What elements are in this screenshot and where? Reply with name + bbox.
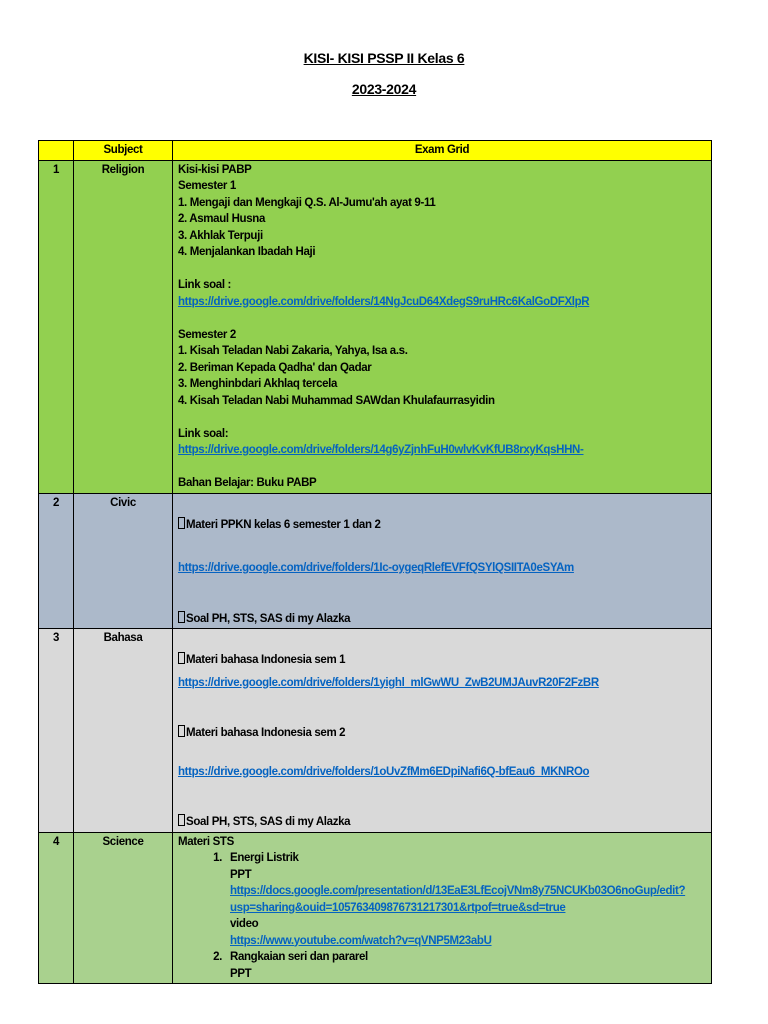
missing-glyph-icon: [178, 814, 185, 826]
bahasa-line1: Materi bahasa Indonesia sem 1: [186, 654, 346, 666]
row-exam-grid: [173, 629, 712, 833]
science-item2-ppt: PPT: [230, 967, 252, 980]
row-exam-grid: [173, 832, 712, 984]
list-item: 3. Akhlak Terpuji: [178, 229, 263, 242]
list-item: [178, 949, 706, 982]
science-item2-title: Rangkaian seri dan pararel: [230, 951, 368, 963]
row-number: 3: [39, 629, 74, 833]
header-subject: Subject: [74, 141, 173, 161]
list-item: 4. Kisah Teladan Nabi Muhammad SAWdan Khulafaurrasyidin: [178, 394, 495, 407]
header-no: [39, 141, 74, 161]
list-item: 2. Asmaul Husna: [178, 213, 265, 225]
civic-line2: Soal PH, STS, SAS di my Alazka: [186, 612, 351, 625]
table-row-bahasa: [39, 629, 712, 833]
religion-sem2-title: Semester 2: [178, 328, 236, 341]
list-item: 3. Menghinbdari Akhlaq tercela: [178, 378, 338, 390]
civic-link1[interactable]: https://drive.google.com/drive/folders/1Ic-oygeqRlefEVFfQSYlQSIITA0eSYAm: [178, 562, 574, 574]
bahasa-line2: Materi bahasa Indonesia sem 2: [186, 727, 346, 739]
missing-glyph-icon: [178, 725, 185, 737]
row-exam-grid: [173, 160, 712, 493]
science-item1-ppt: PPT: [230, 868, 252, 881]
science-item1-link[interactable]: https://docs.google.com/presentation/d/13EaE3LfEcojVNm8y75NCUKb03O6noGup/edit?: [230, 885, 686, 897]
table-row-civic: [39, 493, 712, 629]
religion-heading: Kisi-kisi PABP: [178, 163, 252, 176]
missing-glyph-icon: [178, 652, 185, 664]
religion-link2-label: Link soal:: [178, 427, 229, 440]
table-header-row: [39, 141, 712, 161]
list-item-number: 2.: [213, 951, 222, 963]
science-list: [178, 850, 706, 982]
missing-glyph-icon: [178, 611, 185, 623]
bahasa-link1[interactable]: https://drive.google.com/drive/folders/1yighl_mlGwWU_ZwB2UMJAuvR20F2FzBR: [178, 676, 599, 689]
row-subject: Bahasa: [74, 629, 173, 833]
list-item-number: 1.: [213, 852, 222, 864]
table-row-science: [39, 832, 712, 984]
row-exam-grid: [173, 493, 712, 629]
list-item: 2. Beriman Kepada Qadha' dan Qadar: [178, 361, 372, 374]
science-item1-title: Energi Listrik: [230, 852, 299, 864]
list-item: 1. Kisah Teladan Nabi Zakaria, Yahya, Isa a.s.: [178, 345, 408, 357]
science-heading: Materi STS: [178, 835, 234, 848]
religion-sem1-title: Semester 1: [178, 180, 236, 192]
row-number: 1: [39, 160, 74, 493]
document-year: 2023-2024: [351, 81, 417, 97]
row-number: 4: [39, 832, 74, 984]
list-item: 1. Mengaji dan Mengkaji Q.S. Al-Jumu'ah ayat 9-11: [178, 196, 436, 209]
header-exam-grid: Exam Grid: [173, 141, 712, 161]
row-subject: Civic: [74, 493, 173, 629]
science-item1-video: video: [230, 918, 259, 930]
missing-glyph-icon: [178, 517, 185, 529]
science-item1-link-cont[interactable]: usp=sharing&ouid=105763409876731217301&rtpof=true&sd=true: [230, 901, 566, 914]
row-subject: Religion: [74, 160, 173, 493]
list-item: [178, 850, 706, 949]
religion-link1-label: Link soal :: [178, 279, 232, 291]
row-number: 2: [39, 493, 74, 629]
science-item1-video-link[interactable]: https://www.youtube.com/watch?v=qVNP5M23abU: [230, 934, 492, 947]
religion-bahan: Bahan Belajar: Buku PABP: [178, 477, 317, 489]
document-title: KISI- KISI PSSP II Kelas 6: [303, 50, 465, 66]
table-row-religion: [39, 160, 712, 493]
list-item: 4. Menjalankan Ibadah Haji: [178, 246, 316, 258]
religion-link2[interactable]: https://drive.google.com/drive/folders/14g6yZjnhFuH0wlvKvKfUB8rxyKqsHHN-: [178, 444, 584, 456]
exam-grid-table: [38, 140, 712, 984]
civic-line1: Materi PPKN kelas 6 semester 1 dan 2: [186, 518, 381, 531]
row-subject: Science: [74, 832, 173, 984]
bahasa-line3: Soal PH, STS, SAS di my Alazka: [186, 816, 351, 828]
bahasa-link2[interactable]: https://drive.google.com/drive/folders/1oUvZfMm6EDpiNafi6Q-bfEau6_MKNROo: [178, 765, 590, 778]
religion-link1[interactable]: https://drive.google.com/drive/folders/14NgJcuD64XdegS9ruHRc6KalGoDFXlpR: [178, 295, 590, 308]
